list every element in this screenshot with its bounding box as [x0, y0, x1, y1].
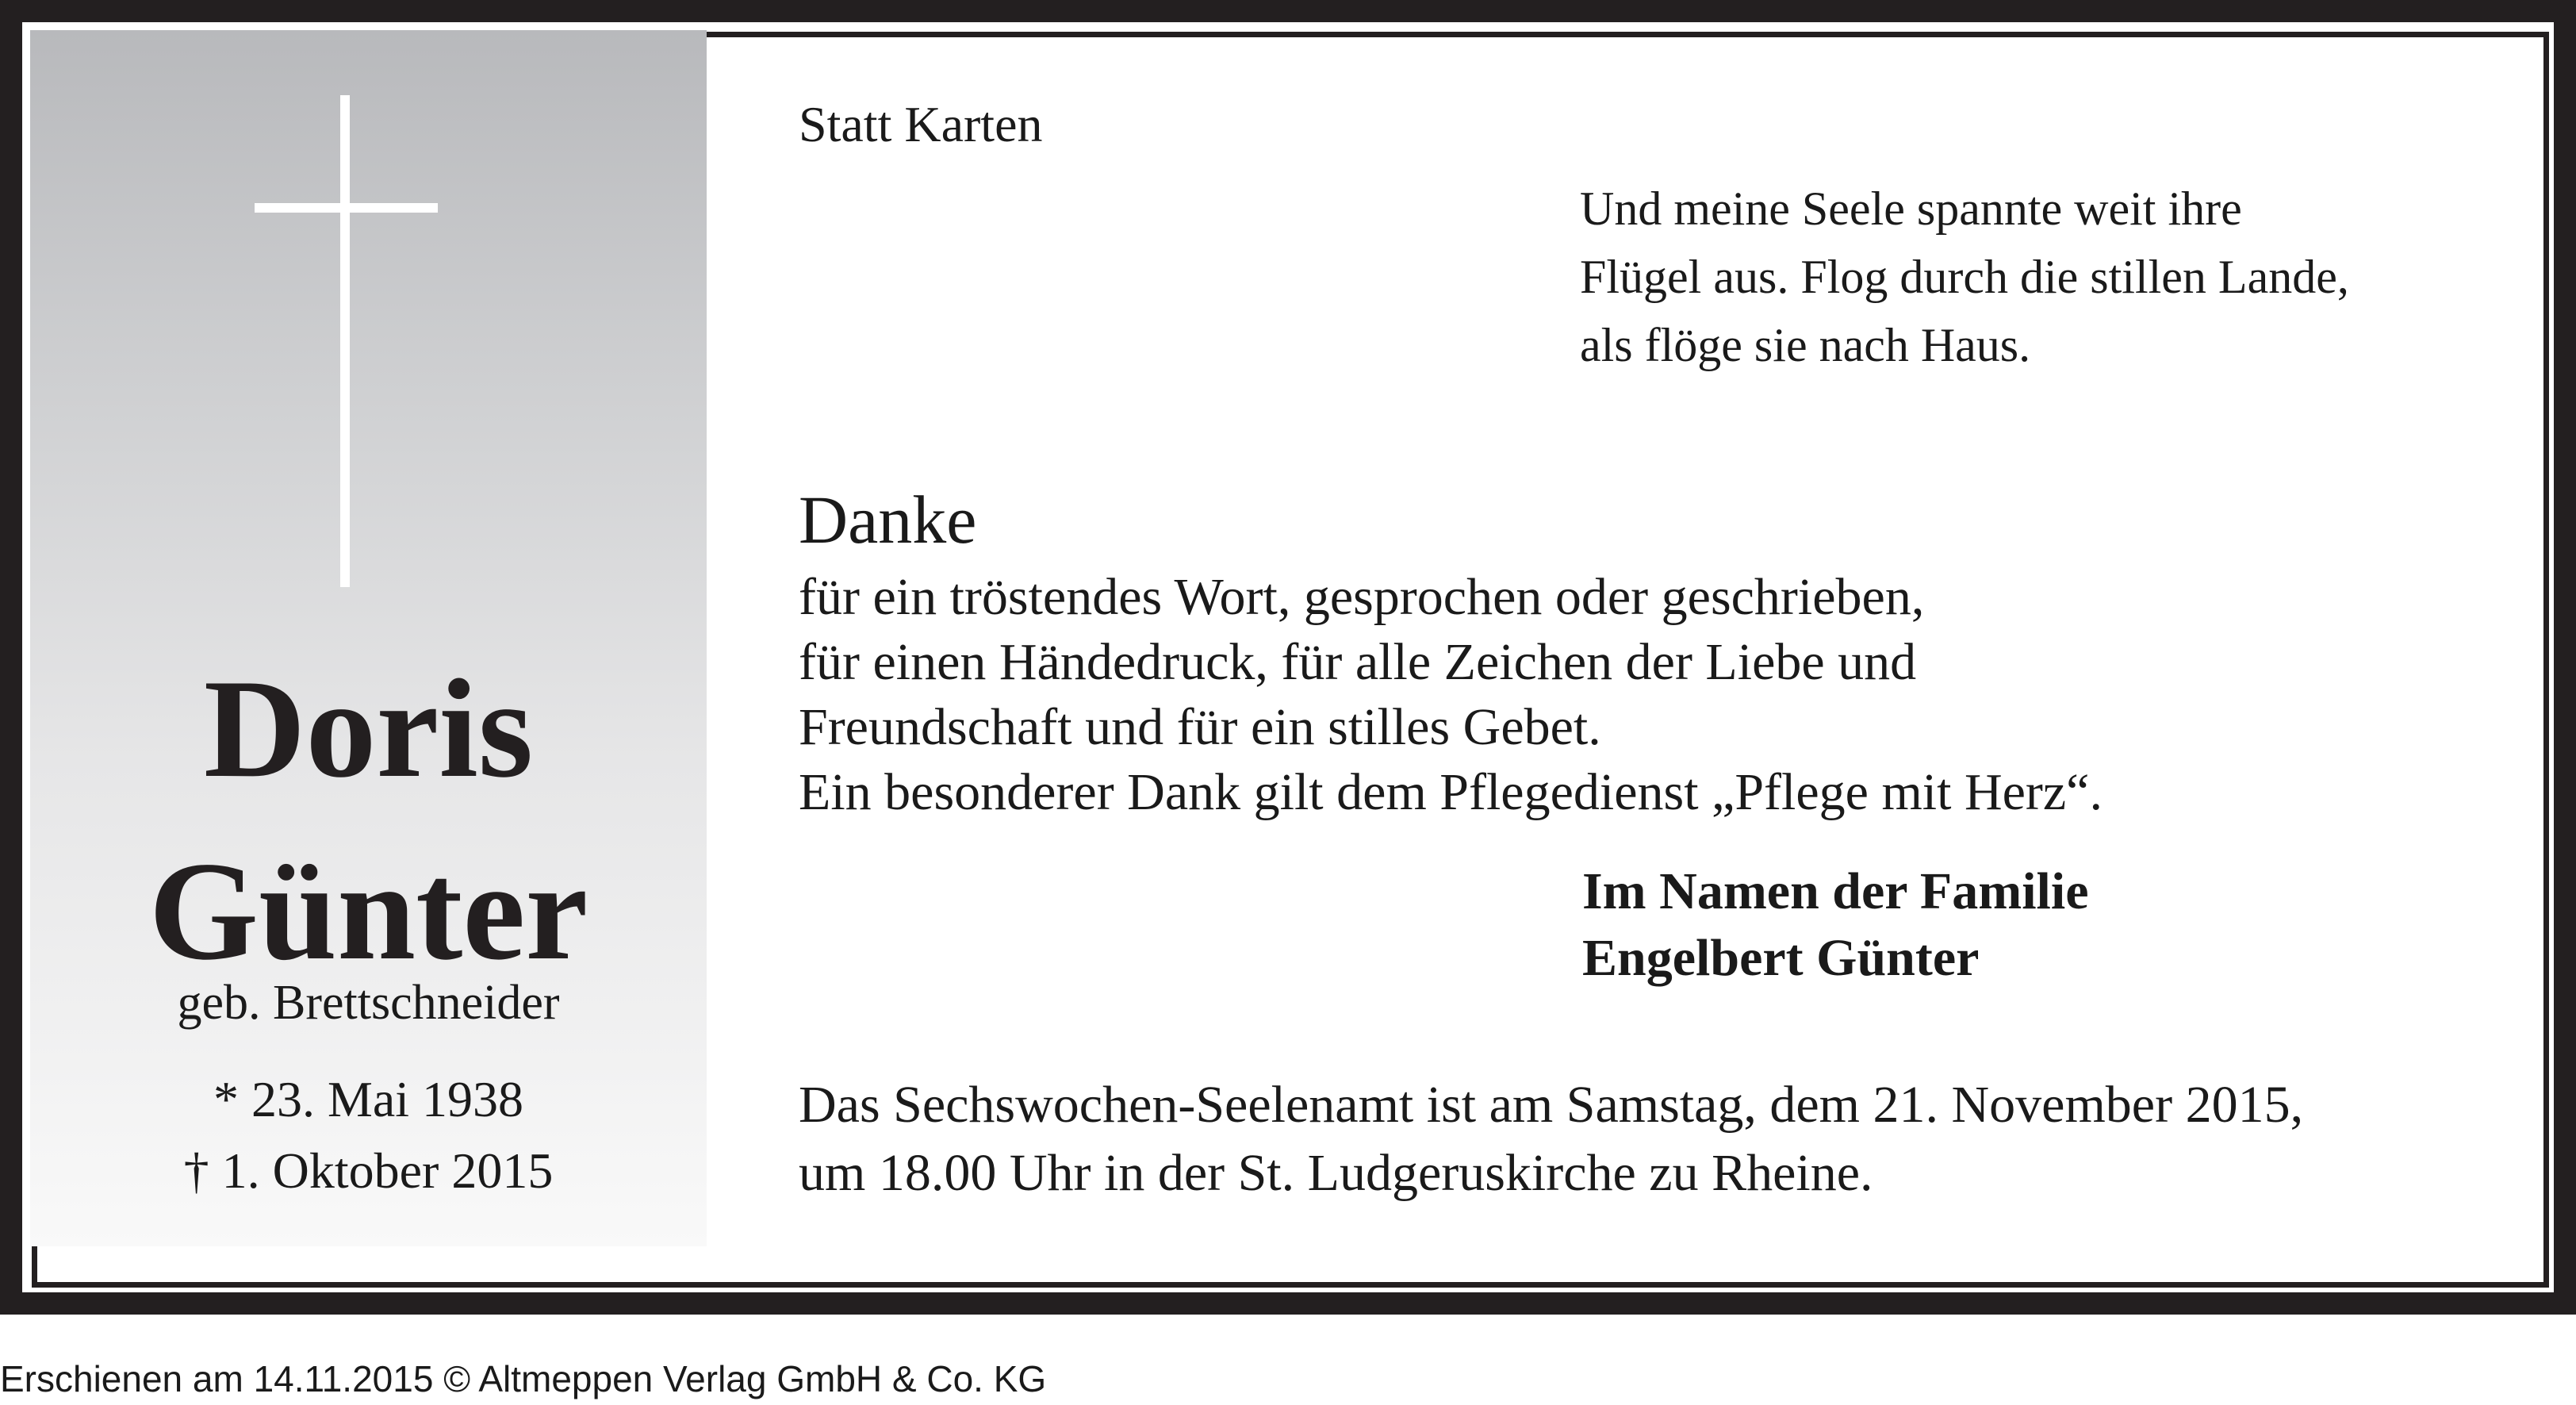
thanks-line: für ein tröstendes Wort, gesprochen oder geschrieben,	[799, 568, 1925, 626]
signature-line: Im Namen der Familie	[1582, 862, 2089, 920]
thanks-line: für einen Händedruck, für alle Zeichen der Liebe und	[799, 633, 1917, 691]
cross-horizontal-bar	[255, 203, 438, 213]
poem-line: Und meine Seele spannte weit ihre	[1580, 182, 2242, 235]
poem-line: Flügel aus. Flog durch die stillen Lande,	[1580, 251, 2349, 303]
thanks-body	[799, 565, 2103, 825]
signature-line: Engelbert Günter	[1582, 929, 1980, 987]
family-signature	[1582, 858, 2089, 992]
deceased-panel	[30, 30, 707, 1246]
thanks-heading: Danke	[799, 482, 977, 558]
deceased-born-name: geb. Brettschneider	[177, 976, 560, 1030]
publication-footer: Erschienen am 14.11.2015 © Altmeppen Verlag GmbH & Co. KG	[0, 1358, 1047, 1399]
death-date: † 1. Oktober 2015	[183, 1142, 554, 1199]
thanks-line: Freundschaft und für ein stilles Gebet.	[799, 698, 1601, 756]
cross-vertical-bar	[340, 95, 350, 587]
header-statt-karten: Statt Karten	[799, 96, 1043, 152]
thanks-line: Ein besonderer Dank gilt dem Pflegedienst „Pflege mit Herz“.	[799, 763, 2103, 821]
deceased-first-name: Doris	[203, 650, 534, 807]
service-line: um 18.00 Uhr in der St. Ludgeruskirche zu Rheine.	[799, 1144, 1873, 1202]
service-line: Das Sechswochen-Seelenamt ist am Samstag, dem 21. November 2015,	[799, 1076, 2304, 1134]
poem-verse	[1580, 175, 2349, 379]
deceased-last-name: Günter	[148, 832, 588, 989]
poem-line: als flöge sie nach Haus.	[1580, 319, 2031, 371]
memorial-service-info	[799, 1071, 2303, 1207]
birth-date: * 23. Mai 1938	[213, 1071, 524, 1127]
